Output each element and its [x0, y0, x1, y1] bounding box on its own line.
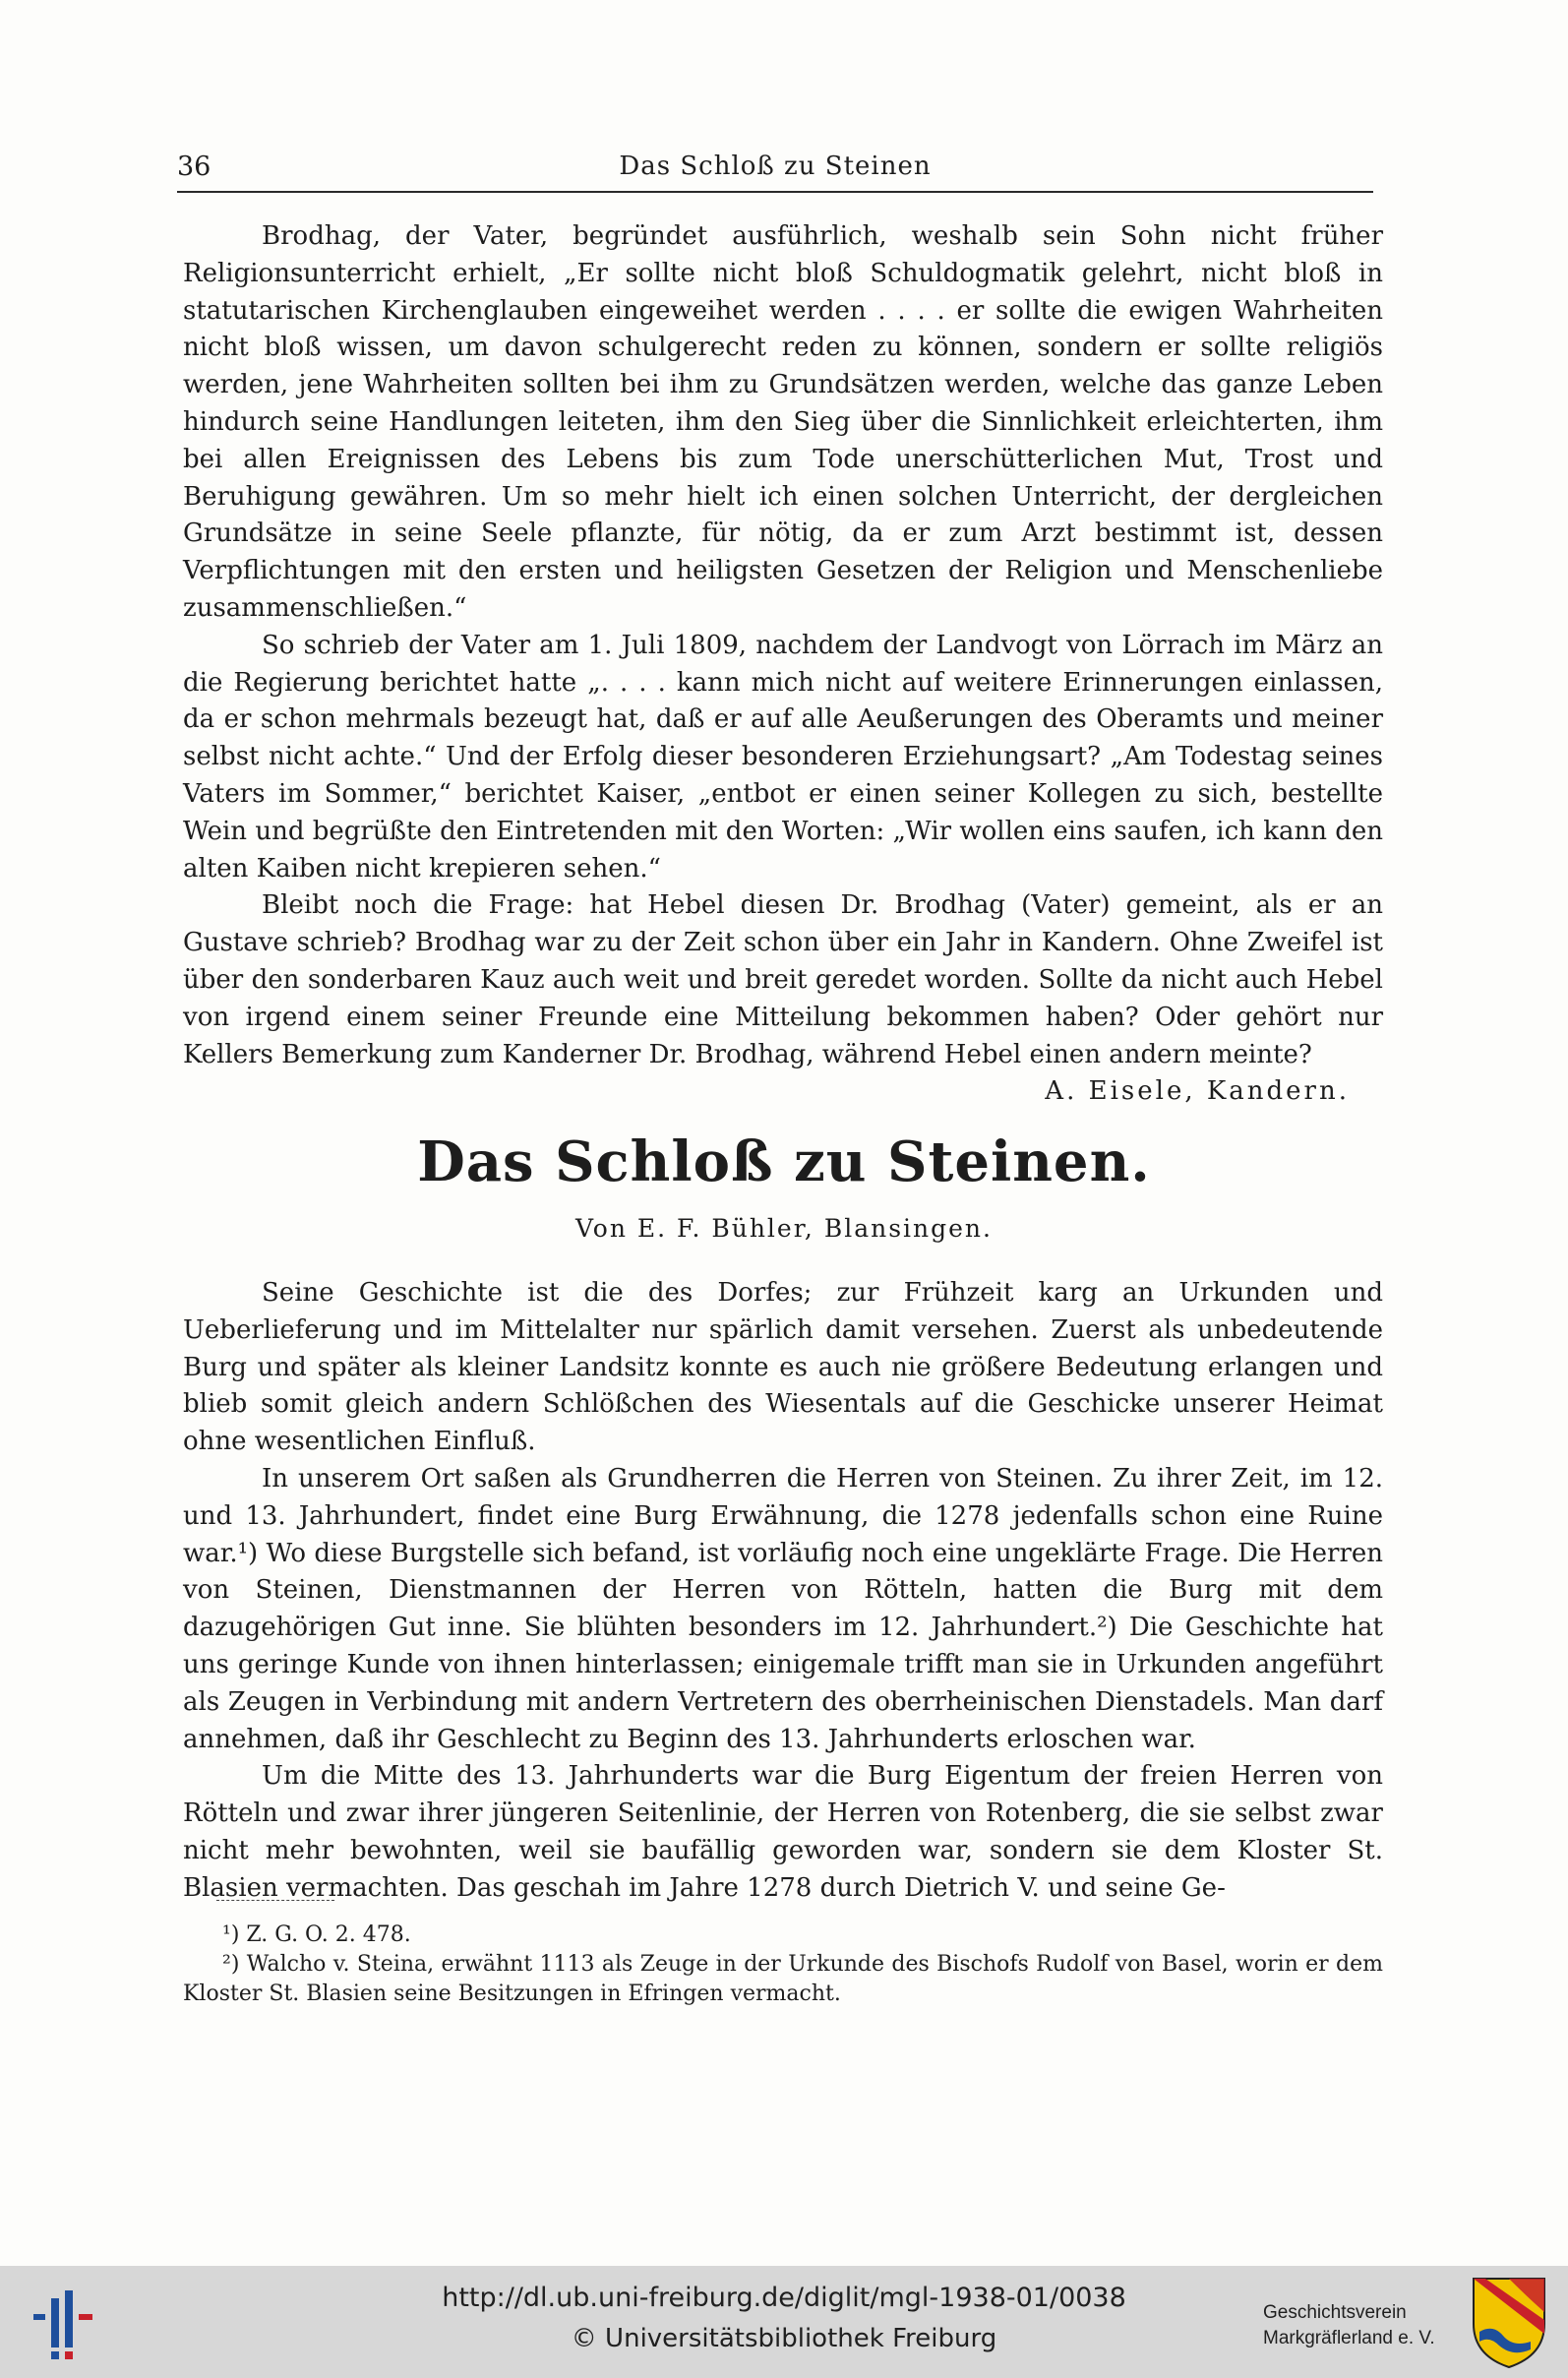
paragraph: Um die Mitte des 13. Jahrhunderts war die Burg Eigentum der freien Herren von Rötteln und zwar ihrer jüngeren Seitenlinie, der Herren von Rotenberg, die sie selbst zwar nicht mehr bewohnten, weil sie baufällig geworden war, sondern sie dem Kloster St. Blasien vermachten. Das geschah im Jahre 1278 durch Dietrich V. und seine Ge-	[183, 1761, 1383, 1903]
page-header	[177, 148, 1373, 193]
running-title: Das Schloß zu Steinen	[619, 152, 932, 181]
paragraph: So schrieb der Vater am 1. Juli 1809, nachdem der Landvogt von Lörrach im März an die Regierung berichtet hatte „. . . . kann mich nicht auf weitere Erinnerungen einlassen, da er schon mehrmals bezeugt hat, daß er auf alle Aeußerungen des Oberamts und meiner selbst nicht achte.“ Und der Erfolg dieser besonderen Erziehungsart? „Am Todestag seines Vaters im Sommer,“ berichtet Kaiser, „entbot er einen seiner Kollegen zu sich, bestellte Wein und begrüßte den Eintretenden mit den Worten: „Wir wollen eins saufen, ich kann den alten Kaiben nicht krepieren sehen.“	[183, 630, 1383, 884]
article-title: Das Schloß zu Steinen.	[417, 1129, 1151, 1194]
society-name	[1263, 2300, 1456, 2351]
author-signature: A. Eisele, Kandern.	[1045, 1076, 1350, 1107]
coat-of-arms-icon[interactable]	[1470, 2273, 1548, 2371]
page-number: 36	[177, 152, 211, 182]
article-byline: Von E. F. Bühler, Blansingen.	[575, 1214, 993, 1243]
permalink-url-link[interactable]: http://dl.ub.uni-freiburg.de/diglit/mgl-1938-01/0038	[442, 2283, 1126, 2313]
paragraph: Seine Geschichte ist die des Dorfes; zur Frühzeit karg an Urkunden und Ueberlieferung und im Mittelalter nur spärlich damit versehen. Zuerst als unbedeutende Burg und später als kleiner Landsitz konnte es auch nie größere Bedeutung erlangen und blieb somit gleich andern Schlößchen des Wiesentals auf die Geschicke unserer Heimat ohne wesentlichen Einfluß.	[183, 1278, 1383, 1457]
copyright-notice: © Universitätsbibliothek Freiburg	[571, 2324, 997, 2353]
paragraph: In unserem Ort saßen als Grundherren die Herren von Steinen. Zu ihrer Zeit, im 12. und 13. Jahrhundert, findet eine Burg Erwähnung, die 1278 jedenfalls schon eine Ruine war.¹) Wo diese Burgstelle sich befand, ist vorläufig noch eine ungeklärte Frage. Die Herren von Steinen, Dienstmannen der Herren von Rötteln, hatten die Burg mit dem dazugehörigen Gut inne. Sie blühten besonders im 12. Jahrhundert.²) Die Geschichte hat uns geringe Kunde von ihnen hinterlassen; einigemale trifft man sie in Urkunden angeführt als Zeugen in Verbindung mit andern Vertretern des oberrheinischen Dienstadels. Man darf annehmen, daß ihr Geschlecht zu Beginn des 13. Jahrhunderts erloschen war.	[183, 1463, 1383, 1754]
society-name-line: Markgräflerland e. V.	[1263, 2328, 1435, 2348]
footnote: ²) Walcho v. Steina, erwähnt 1113 als Zeuge in der Urkunde des Bischofs Rudolf von Basel, worin er dem Kloster St. Blasien seine Besitzungen in Efringen vermacht.	[183, 1952, 1383, 2006]
paragraph: Brodhag, der Vater, begründet ausführlich, weshalb sein Sohn nicht früher Religionsunterricht erhielt, „Er sollte nicht bloß Schuldogmatik gelehrt, nicht bloß in statutarischen Kirchenglauben eingeweihet werden . . . . er sollte die ewigen Wahrheiten nicht bloß wissen, um davon schulgerecht reden zu können, sondern er sollte religiös werden, jene Wahrheiten sollten bei ihm zu Grundsätzen werden, welche das ganze Leben hindurch seine Handlungen leiteten, ihm den Sieg über die Sinnlichkeit erleichterten, ihm bei allen Ereignissen des Lebens bis zum Tode unerschütterlichen Mut, Trost und Beruhigung gewähren. Um so mehr hielt ich einen solchen Unterricht, der dergleichen Grundsätze in seine Seele pflanzte, für nötig, da er zum Arzt bestimmt ist, dessen Verpflichtungen mit den ersten und heiligsten Gesetzen der Religion und Menschenliebe zusammenschließen.“	[183, 221, 1383, 623]
paragraph: Bleibt noch die Frage: hat Hebel diesen Dr. Brodhag (Vater) gemeint, als er an Gustave schrieb? Brodhag war zu der Zeit schon über ein Jahr in Kandern. Ohne Zweifel ist über den sonderbaren Kauz auch weit und breit geredet worden. Sollte da nicht auch Hebel von irgend einem seiner Freunde eine Mitteilung bekommen haben? Oder gehört nur Kellers Bemerkung zum Kanderner Dr. Brodhag, während Hebel einen andern meinte?	[183, 890, 1383, 1069]
article-body	[183, 1275, 1383, 1908]
society-name-line: Geschichtsverein	[1263, 2302, 1407, 2323]
footnote-divider	[216, 1900, 334, 1901]
article-continuation	[183, 218, 1383, 1111]
footnote: ¹) Z. G. O. 2. 478.	[222, 1922, 411, 1947]
footnotes	[183, 1921, 1383, 2009]
